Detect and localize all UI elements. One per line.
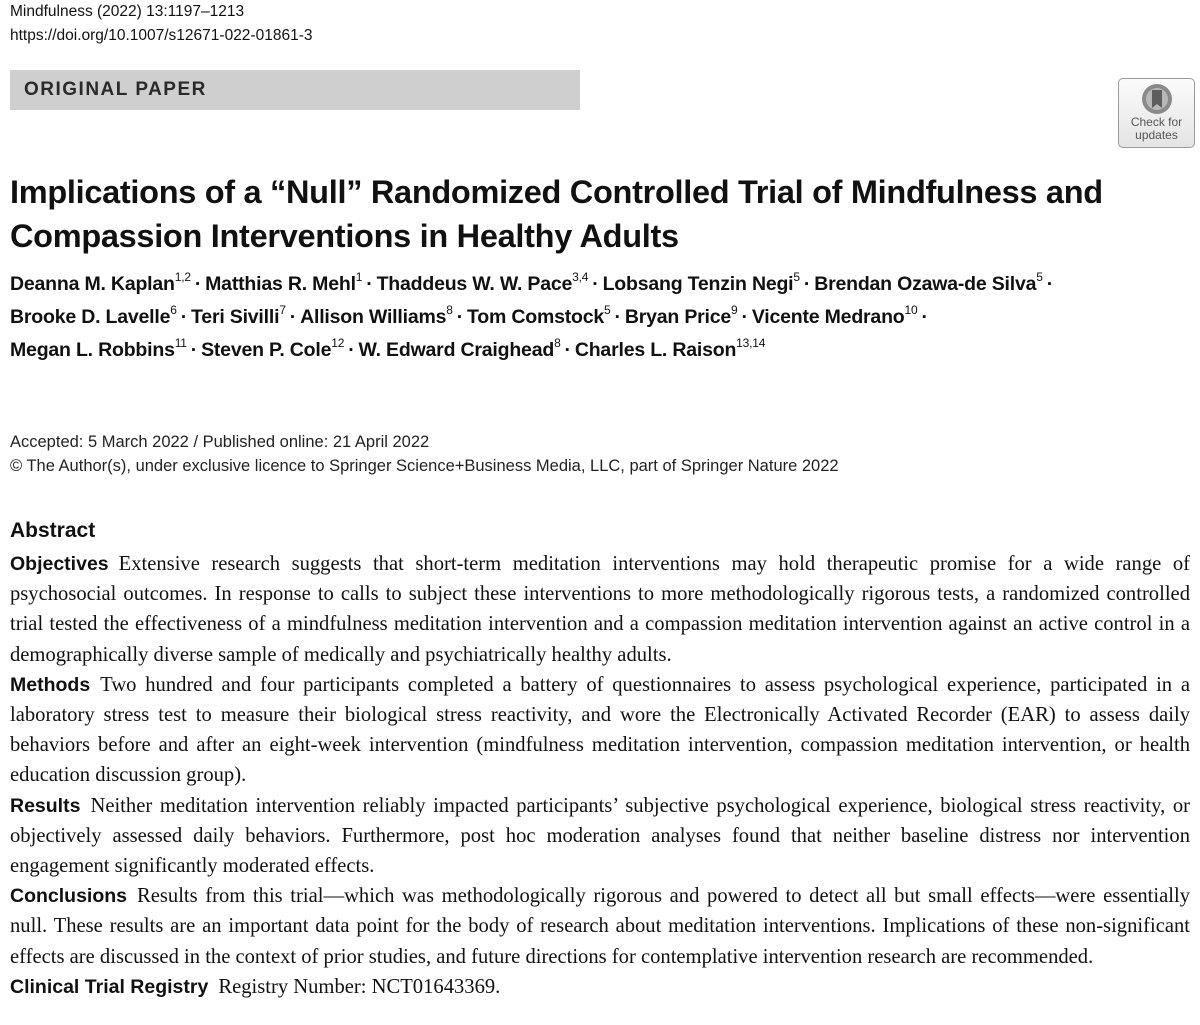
- abstract-body: [10, 549, 1190, 1002]
- author-affiliation: 1,2: [174, 270, 191, 284]
- section-text: Neither meditation intervention reliably impacted participants’ subjective psychological experience, biological stress reactivity, or objectively assessed daily behaviors. Furthermore, post hoc moderation analyses found that neither baseline distress nor intervention engagement significantly moderated effects.: [10, 794, 1190, 878]
- author-separator: ·: [1046, 273, 1054, 295]
- author-affiliation: 5: [1036, 270, 1043, 284]
- section-label: Objectives: [10, 553, 109, 575]
- author-name[interactable]: W. Edward Craighead: [358, 339, 555, 361]
- author-separator: ·: [366, 273, 373, 295]
- author-separator: ·: [564, 339, 571, 361]
- author-separator: ·: [289, 306, 297, 328]
- author-affiliation: 8: [554, 336, 561, 350]
- abstract-objectives: [10, 549, 1190, 670]
- abstract-heading: Abstract: [10, 519, 96, 542]
- accepted-published-line: Accepted: 5 March 2022 / Published online: 21 April 2022: [10, 433, 430, 451]
- author-affiliation: 6: [170, 303, 177, 317]
- author-affiliation: 11: [174, 336, 187, 350]
- journal-header: [10, 0, 312, 48]
- copyright-line: © The Author(s), under exclusive licence to Springer Science+Business Media, LLC, part of Springer Nature 2022: [10, 457, 839, 475]
- author-separator: ·: [614, 306, 621, 328]
- section-label: Results: [10, 794, 81, 817]
- bookmark-icon: [1139, 83, 1175, 115]
- author-separator: ·: [456, 306, 464, 328]
- author-name[interactable]: Matthias R. Mehl: [205, 273, 356, 295]
- section-text: Registry Number: NCT01643369.: [218, 975, 501, 998]
- abstract-conclusions: [10, 881, 1190, 972]
- author-separator: ·: [741, 306, 748, 328]
- author-affiliation: 3,4: [572, 270, 589, 284]
- journal-citation: Mindfulness (2022) 13:1197–1213: [10, 3, 245, 20]
- section-text: Two hundred and four participants completed a battery of questionnaires to assess psychological experience, participated in a laboratory stress test to measure their biological stress reactivity, and wore the Electronically Activated Recorder (EAR) to assess daily behaviors before and after an eight-week intervention (mindfulness meditation intervention, compassion meditation intervention, or health education discussion group).: [10, 673, 1190, 787]
- author-affiliation: 1: [355, 270, 363, 284]
- author-separator: ·: [348, 339, 355, 361]
- author-name[interactable]: Brendan Ozawa-de Silva: [814, 273, 1037, 295]
- section-label: Clinical Trial Registry: [10, 975, 209, 998]
- author-affiliation: 8: [446, 303, 453, 317]
- author-affiliation: 13,14: [736, 336, 766, 350]
- abstract-methods: [10, 670, 1190, 791]
- author-separator: ·: [180, 306, 188, 328]
- author-name[interactable]: Megan L. Robbins: [10, 339, 175, 361]
- author-affiliation: 5: [793, 270, 800, 284]
- article-type-bar: [10, 70, 580, 110]
- author-name[interactable]: Allison Williams: [300, 306, 447, 328]
- section-text: Results from this trial—which was methodologically rigorous and powered to detect all but small effects—were essentially null. These results are an important data point for the body of research about meditation interventions. Implications of these non-significant effects are discussed in the context of prior studies, and future directions for contemplative intervention research are recommended.: [10, 885, 1190, 968]
- article-title: Implications of a “Null” Randomized Controlled Trial of Mindfulness and Compassion Interventions in Healthy Adults: [10, 174, 1103, 254]
- author-name[interactable]: Teri Sivilli: [191, 306, 280, 328]
- doi-link[interactable]: https://doi.org/10.1007/s12671-022-01861-3: [10, 27, 313, 44]
- author-name[interactable]: Tom Comstock: [467, 306, 605, 328]
- author-separator: ·: [592, 273, 599, 295]
- author-name[interactable]: Charles L. Raison: [574, 339, 737, 361]
- author-name[interactable]: Bryan Price: [624, 306, 732, 328]
- author-affiliation: 10: [904, 303, 918, 317]
- author-separator: ·: [921, 306, 928, 328]
- author-name[interactable]: Vicente Medrano: [751, 306, 905, 328]
- publication-dates: [10, 430, 839, 478]
- author-affiliation: 5: [604, 303, 611, 317]
- author-name[interactable]: Steven P. Cole: [201, 339, 332, 361]
- author-name[interactable]: Deanna M. Kaplan: [10, 273, 175, 295]
- author-affiliation: 7: [279, 303, 286, 317]
- author-separator: ·: [803, 273, 811, 295]
- check-for-updates-label: Check for updates: [1130, 115, 1183, 142]
- check-for-updates-button[interactable]: [1118, 78, 1195, 148]
- author-list: [10, 268, 1195, 367]
- article-type-label: ORIGINAL PAPER: [24, 79, 207, 100]
- section-text: Extensive research suggests that short-term meditation interventions may hold therapeutic promise for a wide range of psychosocial outcomes. In response to calls to subject these interventions to more methodologically rigorous tests, a randomized controlled trial tested the effectiveness of a mindfulness meditation intervention and a compassion meditation intervention against an active control in a demographically diverse sample of medically and psychiatrically healthy adults.: [10, 553, 1190, 666]
- author-affiliation: 12: [331, 336, 345, 350]
- author-name[interactable]: Lobsang Tenzin Negi: [602, 273, 794, 295]
- author-name[interactable]: Brooke D. Lavelle: [10, 306, 171, 328]
- abstract-results: [10, 791, 1190, 882]
- author-separator: ·: [190, 339, 198, 361]
- author-name[interactable]: Thaddeus W. W. Pace: [376, 273, 573, 295]
- abstract-trial-registry: [10, 972, 1190, 1002]
- author-affiliation: 9: [731, 303, 738, 317]
- section-label: Methods: [10, 673, 91, 696]
- author-separator: ·: [194, 273, 202, 295]
- section-label: Conclusions: [10, 885, 128, 908]
